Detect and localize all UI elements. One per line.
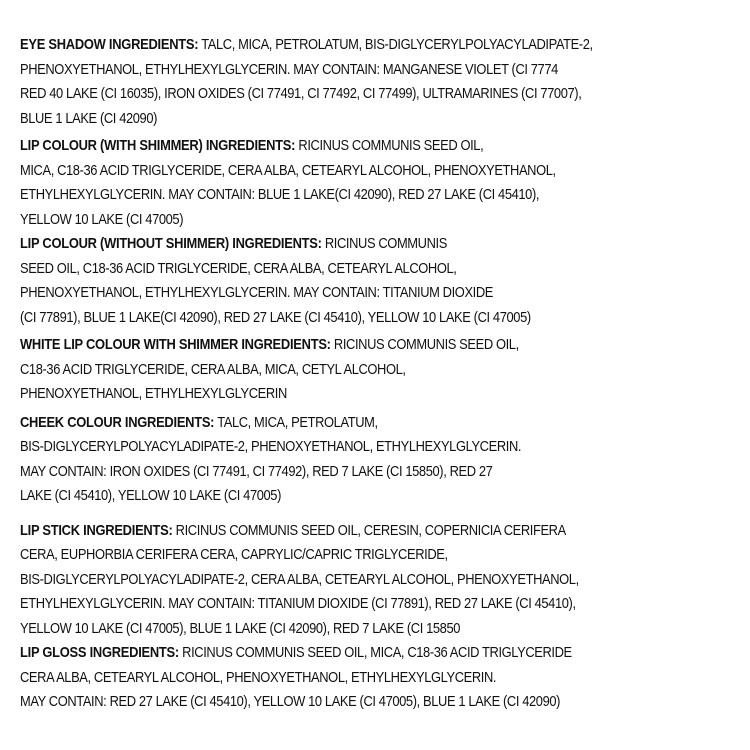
- ingredient-text: PHENOXYETHANOL, ETHYLHEXYLGLYCERIN. MAY CONTAIN: TITANIUM DIOXIDE: [20, 284, 494, 301]
- ingredient-text: ETHYLHEXYLGLYCERIN. MAY CONTAIN: BLUE 1 LAKE(CI 42090), RED 27 LAKE (CI 45410),: [20, 186, 540, 203]
- ingredient-text: CERA ALBA, CETEARYL ALCOHOL, PHENOXYETHANOL, ETHYLHEXYLGLYCERIN.: [20, 668, 497, 686]
- section-lip-colour-without-shimmer: [20, 232, 736, 330]
- ingredient-text: ETHYLHEXYLGLYCERIN. MAY CONTAIN: TITANIUM DIOXIDE (CI 77891), RED 27 LAKE (CI 45410),: [20, 595, 576, 612]
- ingredient-text: RICINUS COMMUNIS SEED OIL, CERESIN, COPERNICIA CERIFERA: [172, 521, 566, 539]
- ingredient-text: BIS-DIGLYCERYLPOLYACYLADIPATE-2, PHENOXYETHANOL, ETHYLHEXYLGLYCERIN.: [20, 438, 522, 455]
- section-heading: LIP COLOUR (WITHOUT SHIMMER) INGREDIENTS:: [20, 235, 322, 252]
- ingredients-panel: [20, 33, 736, 715]
- ingredient-text: C18-36 ACID TRIGLYCERIDE, CERA ALBA, MICA, CETYL ALCOHOL,: [20, 360, 406, 378]
- section-heading: CHEEK COLOUR INGREDIENTS:: [20, 413, 215, 431]
- section-line: [20, 333, 636, 358]
- section-line: [20, 519, 636, 544]
- section-line: [20, 33, 636, 58]
- section-line: [20, 641, 636, 666]
- ingredient-text: LAKE (CI 45410), YELLOW 10 LAKE (CI 47005): [20, 487, 282, 504]
- ingredient-text: YELLOW 10 LAKE (CI 47005), BLUE 1 LAKE (CI 42090), RED 7 LAKE (CI 15850: [20, 619, 461, 637]
- ingredient-text: TALC, MICA, PETROLATUM, BIS-DIGLYCERYLPOLYACYLADIPATE-2,: [198, 36, 593, 53]
- section-heading: EYE SHADOW INGREDIENTS:: [20, 36, 199, 53]
- ingredient-text: RICINUS COMMUNIS SEED OIL,: [330, 336, 519, 353]
- ingredient-text: (CI 77891), BLUE 1 LAKE(CI 42090), RED 27 LAKE (CI 45410), YELLOW 10 LAKE (CI 47005): [20, 308, 531, 326]
- ingredient-text: MAY CONTAIN: IRON OXIDES (CI 77491, CI 77492), RED 7 LAKE (CI 15850), RED 27: [20, 462, 493, 480]
- ingredient-text: BIS-DIGLYCERYLPOLYACYLADIPATE-2, CERA ALBA, CETEARYL ALCOHOL, PHENOXYETHANOL,: [20, 570, 579, 588]
- section-line: [20, 134, 636, 159]
- ingredient-text: BLUE 1 LAKE (CI 42090): [20, 109, 158, 127]
- ingredient-text: PHENOXYETHANOL, ETHYLHEXYLGLYCERIN: [20, 385, 287, 402]
- section-heading: WHITE LIP COLOUR WITH SHIMMER INGREDIENTS:: [20, 336, 331, 353]
- section-cheek-colour: [20, 411, 736, 509]
- section-heading: LIP GLOSS INGREDIENTS:: [20, 644, 179, 661]
- ingredient-text: CERA, EUPHORBIA CERIFERA CERA, CAPRYLIC/CAPRIC TRIGLYCERIDE,: [20, 546, 448, 563]
- section-lip-gloss: [20, 641, 736, 715]
- section-heading: LIP STICK INGREDIENTS:: [20, 521, 173, 539]
- ingredient-text: PHENOXYETHANOL, ETHYLHEXYLGLYCERIN. MAY CONTAIN: MANGANESE VIOLET (CI 7774: [20, 60, 558, 78]
- ingredient-text: SEED OIL, C18-36 ACID TRIGLYCERIDE, CERA ALBA, CETEARYL ALCOHOL,: [20, 259, 457, 277]
- ingredient-text: RED 40 LAKE (CI 16035), IRON OXIDES (CI 77491, CI 77492, CI 77499), ULTRAMARINES (CI 77007),: [20, 85, 582, 102]
- section-line: [20, 411, 636, 436]
- ingredient-text: RICINUS COMMUNIS: [321, 235, 447, 252]
- section-heading: LIP COLOUR (WITH SHIMMER) INGREDIENTS:: [20, 137, 296, 154]
- section-line: [20, 232, 636, 257]
- section-eye-shadow: [20, 33, 736, 131]
- section-lip-colour-with-shimmer: [20, 134, 736, 232]
- ingredient-text: TALC, MICA, PETROLATUM,: [214, 413, 378, 431]
- section-white-lip-colour: [20, 333, 736, 407]
- ingredient-text: MICA, C18-36 ACID TRIGLYCERIDE, CERA ALBA, CETEARYL ALCOHOL, PHENOXYETHANOL,: [20, 161, 556, 179]
- section-lip-stick: [20, 519, 736, 642]
- ingredient-text: YELLOW 10 LAKE (CI 47005): [20, 210, 184, 228]
- ingredient-text: RICINUS COMMUNIS SEED OIL, MICA, C18-36 ACID TRIGLYCERIDE: [178, 644, 572, 661]
- ingredient-text: MAY CONTAIN: RED 27 LAKE (CI 45410), YELLOW 10 LAKE (CI 47005), BLUE 1 LAKE (CI 42090): [20, 693, 561, 710]
- ingredient-text: RICINUS COMMUNIS SEED OIL,: [295, 137, 484, 154]
